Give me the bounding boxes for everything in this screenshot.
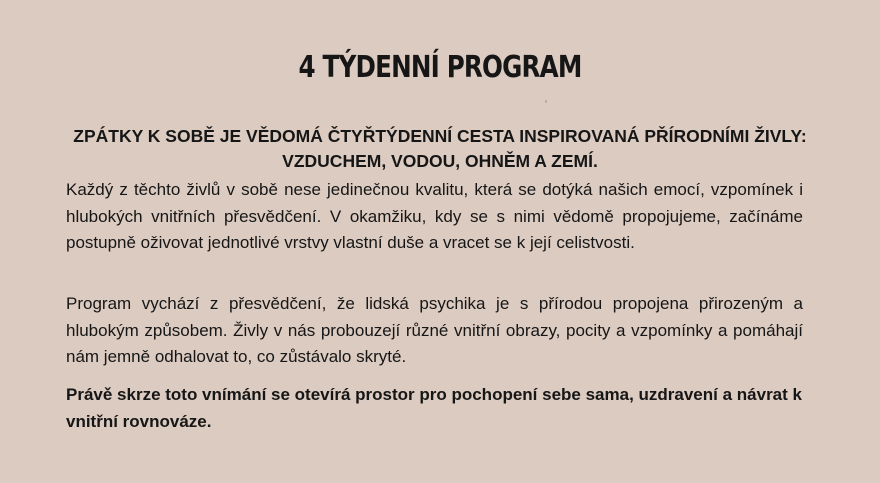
paragraph-elements: Každý z těchto živlů v sobě nese jedinečnou kvalitu, která se dotýká našich emocí, vzpomínek i hlubokých vnitřních přesvědčení. V okamžiku, kdy se s nimi vědomě propojujeme, začínáme postupně oživovat jednotlivé vrstvy vlastní duše a vracet se k její celistvosti. <box>66 180 803 252</box>
page-title: 4 TÝDENNÍ PROGRAM <box>298 50 582 85</box>
subtitle: ZPÁTKY K SOBĚ JE VĚDOMÁ ČTYŘTÝDENNÍ CESTA INSPIROVANÁ PŘÍRODNÍMI ŽIVLY: VZDUCHEM, VODOU, OHNĚM A ZEMÍ. <box>73 126 807 171</box>
decorative-speck <box>545 100 547 103</box>
paragraph-balance: Právě skrze toto vnímání se otevírá prostor pro pochopení sebe sama, uzdravení a návrat k vnitřní rovnováze. <box>66 385 802 431</box>
paragraph-psyche: Program vychází z přesvědčení, že lidská psychika je s přírodou propojena přirozeným a hlubokým způsobem. Živly v nás probouzejí různé vnitřní obrazy, pocity a vzpomínky a pomáhají nám jemně odhalovat to, co zůstávalo skryté. <box>66 294 803 366</box>
